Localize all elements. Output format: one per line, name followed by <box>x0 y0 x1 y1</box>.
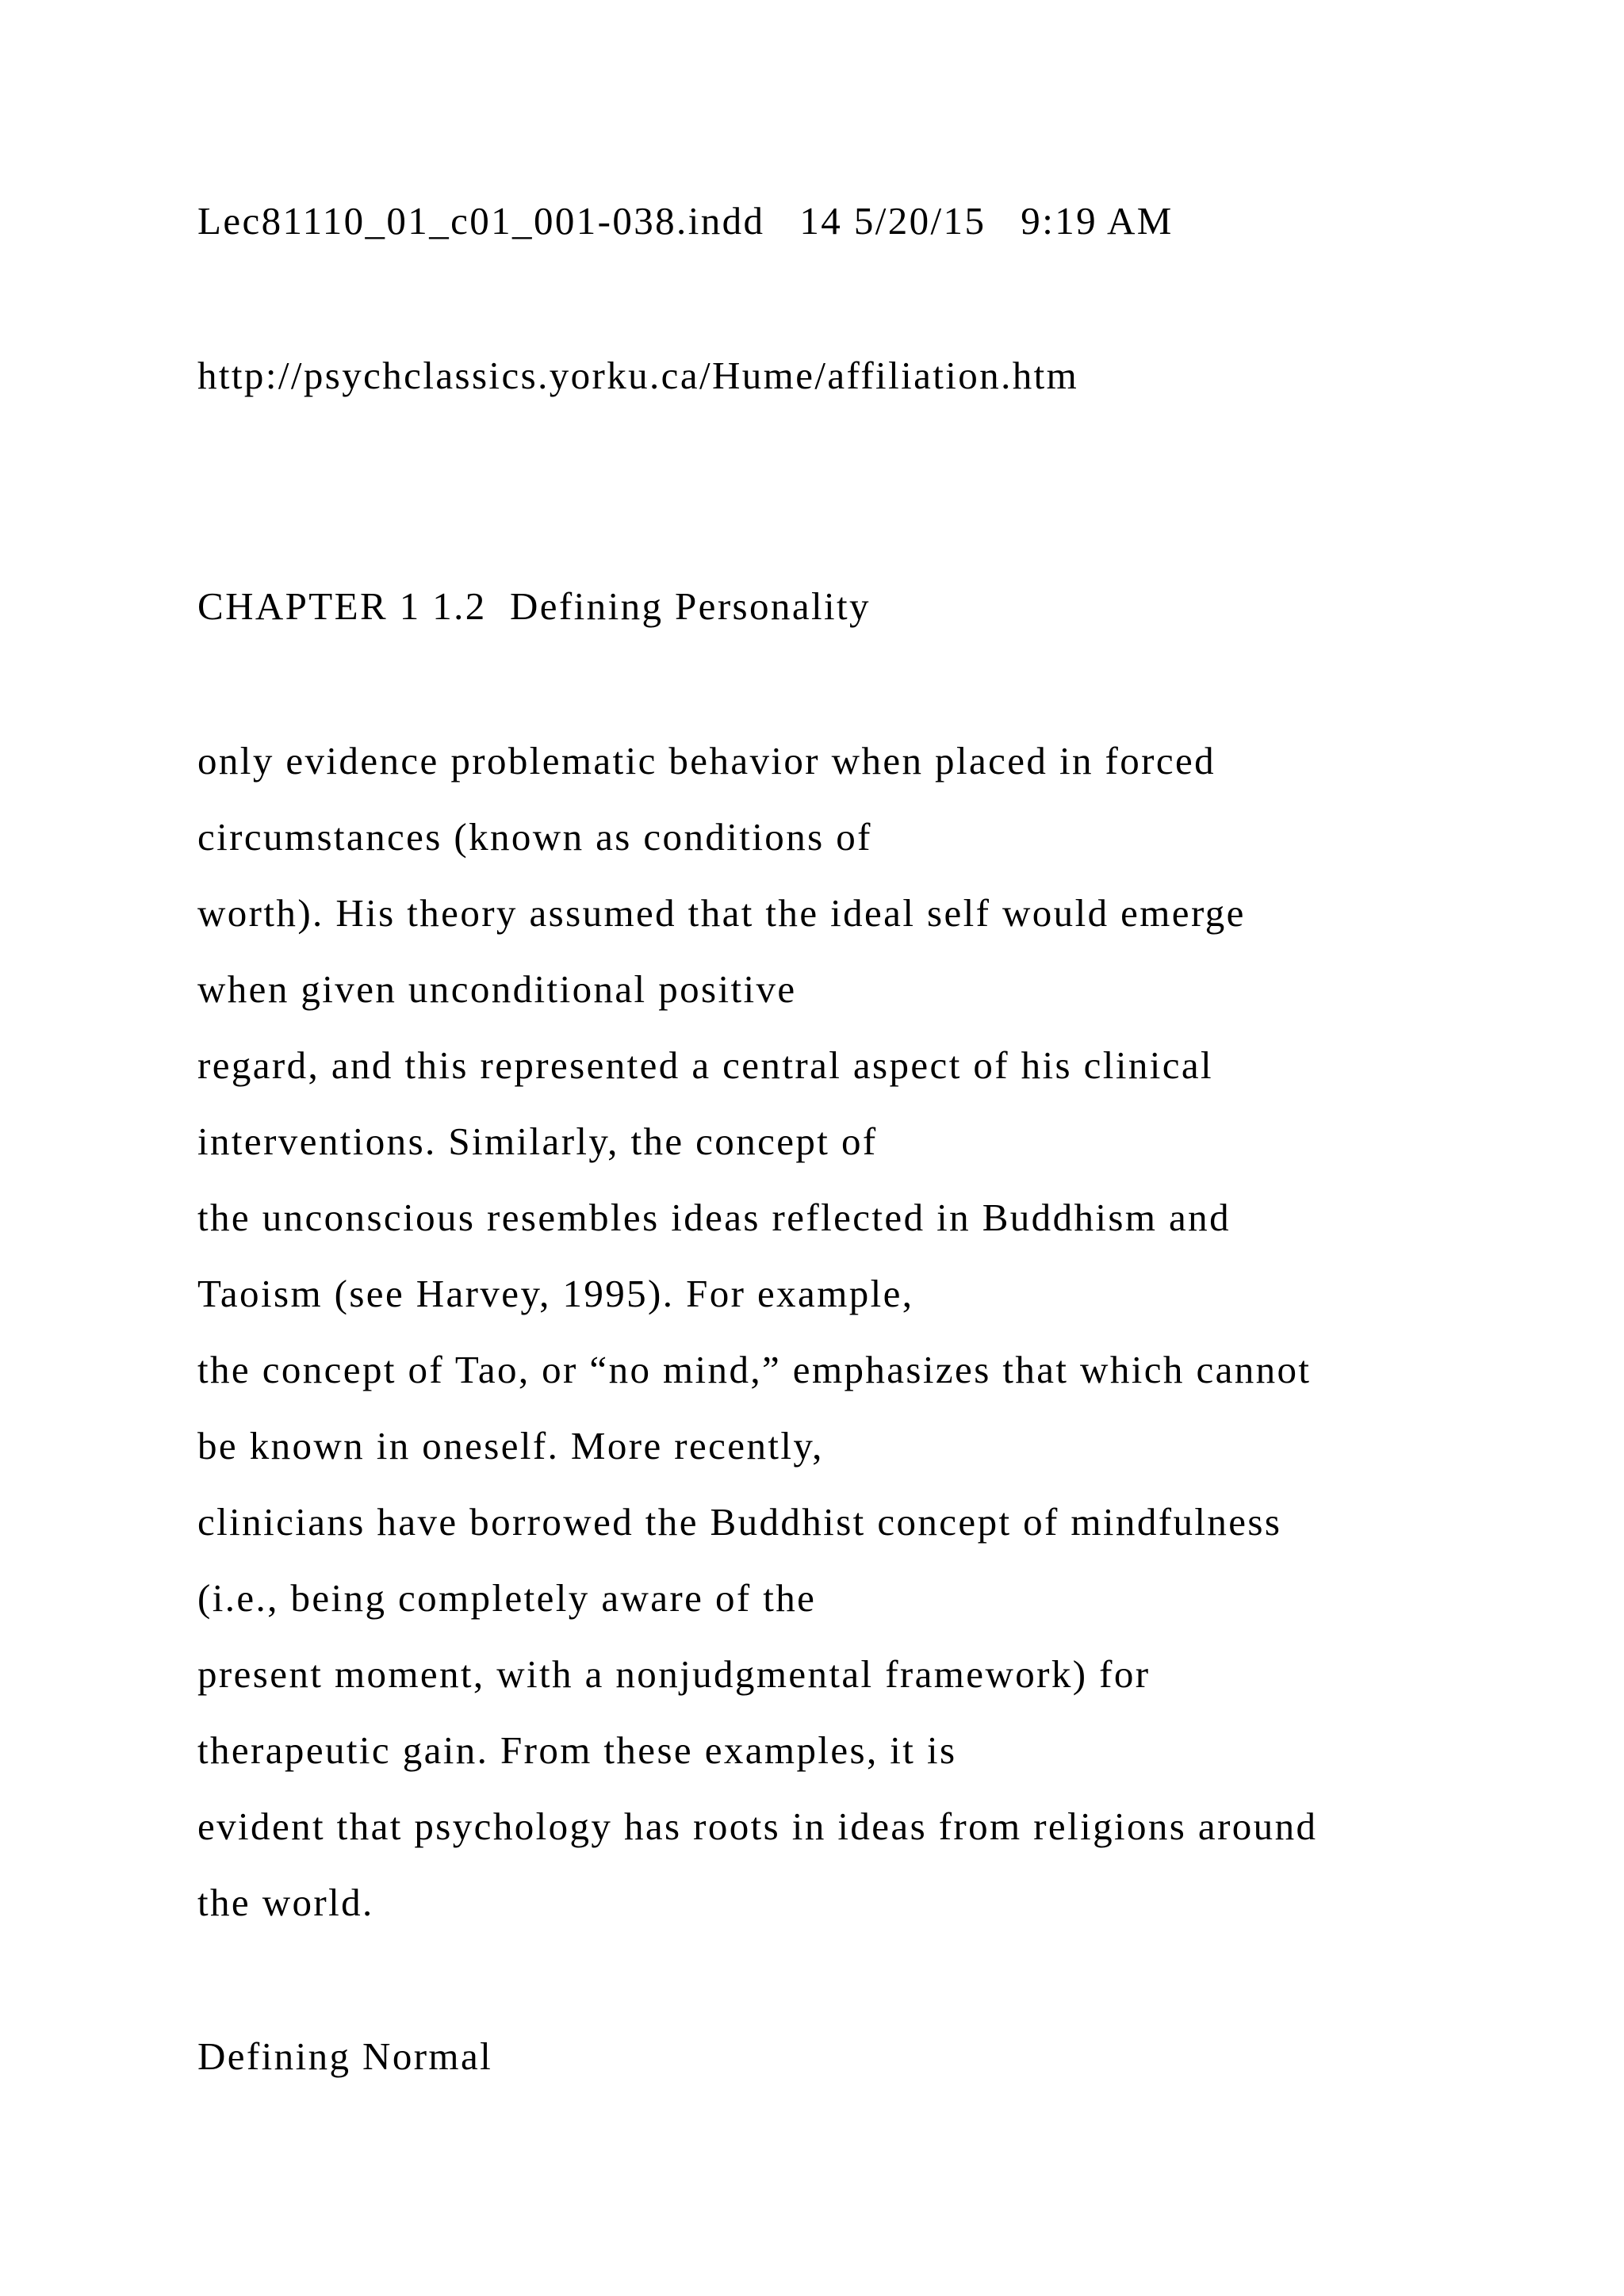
body-line: (i.e., being completely aware of the <box>197 1576 817 1620</box>
file-slug-line: Lec81110_01_c01_001-038.indd 14 5/20/15 9:19 AM <box>197 199 1174 243</box>
body-line: therapeutic gain. From these examples, it is <box>197 1728 957 1772</box>
body-line: when given unconditional positive <box>197 967 797 1011</box>
section-heading: Defining Normal <box>197 2034 493 2078</box>
body-line: clinicians have borrowed the Buddhist concept of mindfulness <box>197 1500 1282 1544</box>
body-line: regard, and this represented a central aspect of his clinical <box>197 1043 1214 1087</box>
body-line: be known in oneself. More recently, <box>197 1424 824 1468</box>
body-line: circumstances (known as conditions of <box>197 815 872 859</box>
body-line: present moment, with a nonjudgmental framework) for <box>197 1652 1151 1696</box>
body-line: interventions. Similarly, the concept of <box>197 1119 878 1163</box>
source-url-line: http://psychclassics.yorku.ca/Hume/affiliation.htm <box>197 354 1079 397</box>
body-line: the world. <box>197 1881 374 1924</box>
chapter-heading: CHAPTER 1 1.2 Defining Personality <box>197 584 871 628</box>
body-line: evident that psychology has roots in ideas from religions around <box>197 1804 1318 1848</box>
body-line: the concept of Tao, or “no mind,” emphasizes that which cannot <box>197 1348 1312 1391</box>
body-line: only evidence problematic behavior when placed in forced <box>197 739 1216 783</box>
body-line: worth). His theory assumed that the ideal self would emerge <box>197 891 1246 935</box>
body-line: Taoism (see Harvey, 1995). For example, <box>197 1272 914 1315</box>
body-line: the unconscious resembles ideas reflected in Buddhism and <box>197 1196 1231 1239</box>
